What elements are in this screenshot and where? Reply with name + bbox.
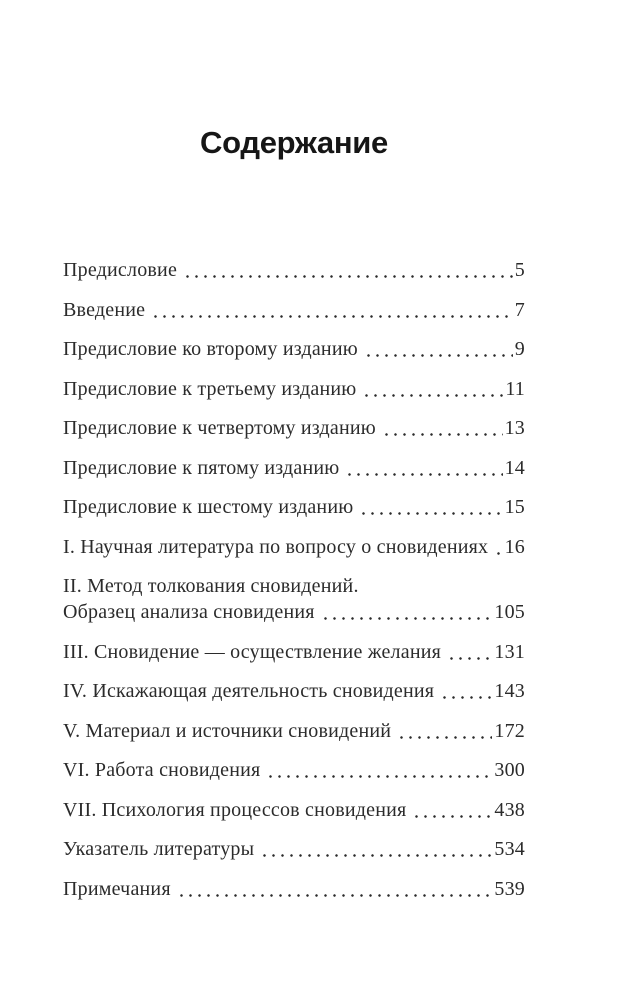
toc-entry-label: Предисловие ко второму изданию [63, 338, 358, 360]
toc-entry-row [63, 757, 525, 783]
toc-entry-page-number: 300 [494, 759, 525, 781]
dot-leader [181, 257, 513, 283]
toc-entry-row [63, 876, 525, 902]
toc-entry-page-number: 539 [494, 877, 525, 900]
toc-entry-page-number: 9 [514, 338, 525, 360]
toc-entry-page-number: 172 [494, 719, 525, 742]
toc-entry-page-number: 131 [494, 640, 525, 663]
toc-entry-row [63, 639, 525, 665]
toc-entry [63, 297, 525, 323]
toc-entry-pre-line: II. Метод толкования сновидений. [63, 575, 359, 597]
toc-entry-row [63, 336, 525, 362]
toc-entry-label: Предисловие к третьему изданию [63, 377, 357, 400]
toc-entry-label: Образец анализа сновидения [63, 601, 315, 623]
toc-entry-page-number: 7 [514, 298, 525, 321]
toc-entry [63, 494, 525, 520]
dot-leader [264, 757, 492, 783]
toc-entry [63, 876, 525, 902]
toc-entry-label: Предисловие [63, 259, 178, 281]
toc-entry-row [63, 494, 525, 520]
toc-entry-page-number: 15 [504, 496, 525, 518]
toc-entry [63, 534, 525, 560]
toc-entry-label: Указатель литературы [63, 838, 255, 860]
dot-leader [357, 494, 502, 520]
toc-entry-label: Введение [63, 298, 146, 321]
toc-entry [63, 415, 525, 441]
toc-entry [63, 455, 525, 481]
toc-entry [63, 376, 525, 402]
dot-leader [445, 639, 492, 665]
toc-entry-row [63, 797, 525, 823]
toc-entry-row [63, 534, 525, 560]
toc-entry-row [63, 297, 525, 323]
toc-entry-row [63, 415, 525, 441]
toc-entry [63, 836, 525, 862]
toc-entry-label: Предисловие к шестому изданию [63, 496, 354, 518]
toc-entry-row [63, 376, 525, 402]
dot-leader [438, 678, 492, 704]
toc-entry [63, 757, 525, 783]
toc-entry [63, 336, 525, 362]
toc-entry-row [63, 599, 525, 625]
dot-leader [319, 599, 493, 625]
toc-entry-row [63, 718, 525, 744]
toc-entry-page-number: 105 [494, 601, 525, 623]
toc-entry-row [63, 257, 525, 283]
dot-leader [362, 336, 513, 362]
toc-entry [63, 257, 525, 283]
toc-entry-row [63, 836, 525, 862]
dot-leader [395, 718, 492, 744]
toc-entry-page-number: 14 [504, 456, 525, 479]
toc-entry-label: V. Материал и источники сновидений [63, 719, 392, 742]
dot-leader [380, 415, 503, 441]
dot-leader [492, 534, 502, 560]
toc-entry [63, 639, 525, 665]
toc-entry-label: VII. Психология процессов сновидения [63, 798, 407, 821]
toc-entry-row [63, 455, 525, 481]
toc-entry-page-number: 11 [505, 377, 525, 400]
toc-entry-label: VI. Работа сновидения [63, 759, 261, 781]
toc-entry [63, 718, 525, 744]
dot-leader [343, 455, 502, 481]
toc-entry-label: Предисловие к четвертому изданию [63, 417, 376, 439]
toc-entry-page-number: 438 [494, 798, 525, 821]
toc-entry-page-number: 16 [504, 535, 525, 558]
dot-leader [258, 836, 492, 862]
dot-leader [360, 376, 503, 402]
toc-entry [63, 678, 525, 704]
toc-entry [63, 797, 525, 823]
page-title: Содержание [200, 125, 388, 160]
dot-leader [410, 797, 492, 823]
toc-list [63, 257, 525, 902]
toc-entry-label: III. Сновидение — осуществление желания [63, 640, 442, 663]
toc-entry-page-number: 534 [494, 838, 525, 860]
toc-entry-label: Предисловие к пятому изданию [63, 456, 340, 479]
dot-leader [175, 876, 493, 902]
toc-entry-label: I. Научная литература по вопросу о сновидениях [63, 535, 489, 558]
toc-entry-label: Примечания [63, 877, 171, 900]
toc-entry-page-number: 13 [504, 417, 525, 439]
toc-entry-label: IV. Искажающая деятельность сновидения [63, 680, 435, 702]
toc-entry-page-number: 5 [514, 259, 525, 281]
toc-entry-row [63, 678, 525, 704]
dot-leader [149, 297, 513, 323]
toc-entry-page-number: 143 [494, 680, 525, 702]
toc-entry [63, 573, 525, 625]
